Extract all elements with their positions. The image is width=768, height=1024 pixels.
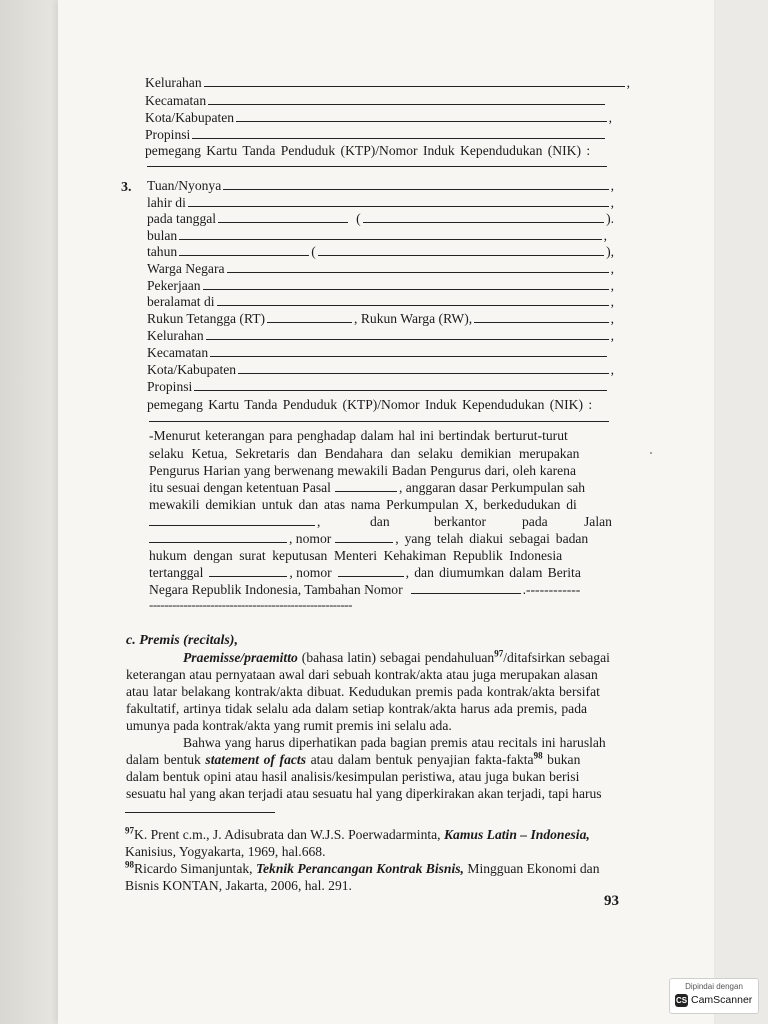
blank-line	[204, 75, 625, 87]
paragraph-line: fakultatif, artinya tidak selalu ada dalam setiap kontrak/akta harus ada premis, pada	[126, 701, 588, 716]
camscanner-watermark	[669, 978, 759, 1014]
scanner-brand: CamScanner	[691, 994, 753, 1006]
blank-line	[335, 480, 397, 492]
footnote-ref: 97	[494, 648, 504, 659]
blank-line	[227, 261, 609, 273]
scanner-caption: Dipindai dengan	[685, 982, 743, 991]
english-term: statement of facts	[205, 752, 306, 767]
blank-line	[238, 362, 609, 374]
blank-line	[149, 531, 287, 543]
footnote-98-cont: Bisnis KONTAN, Jakarta, 2006, hal. 291.	[125, 878, 352, 893]
field-label: beralamat di	[147, 294, 215, 309]
statement-line-tambahan: Negara Republik Indonesia, Tambahan Nomor .------------	[149, 582, 581, 597]
statement-line-kedudukan: , dan berkantor pada Jalan	[149, 514, 614, 530]
blank-line	[335, 531, 393, 543]
field-label: Propinsi	[147, 379, 193, 394]
blank-line	[217, 294, 609, 306]
scan-speck	[650, 452, 652, 454]
warga-field: Warga Negara ,	[147, 261, 614, 276]
bulan-field: bulan ,	[147, 228, 607, 243]
blank-line	[188, 195, 609, 207]
footnote-ref: 98	[533, 750, 543, 761]
paragraph-line: Praemisse/praemitto (bahasa latin) sebagai pendahuluan$^{97}$/ditafsirkan sebagai	[183, 648, 610, 665]
statement-line-tertanggal: tertanggal , nomor , dan diumumkan dalam Berita	[149, 565, 581, 580]
rt-rw-field: Rukun Tetangga (RT) , Rukun Warga (RW), ,	[147, 311, 614, 326]
lahir-field: lahir di ,	[147, 195, 614, 210]
field-label: Kota/Kabupaten	[145, 110, 235, 125]
statement-line: selaku Ketua, Sekretaris dan Bendahara dan selaku demikian merupakan	[149, 446, 580, 461]
blank-line	[179, 244, 309, 256]
statement-line: -Menurut keterangan para penghadap dalam hal ini bertindak berturut-turut	[149, 428, 568, 443]
field-label: pada tanggal	[147, 211, 217, 226]
blank-line	[223, 178, 608, 190]
blank-line	[194, 379, 607, 391]
field-label: , Rukun Warga (RW),	[354, 311, 473, 326]
pekerjaan-field: Pekerjaan ,	[147, 278, 614, 293]
footnote-rule	[125, 812, 275, 813]
blank-line	[474, 311, 608, 323]
paragraph-line: atau latar belakang kontrak/akta dibuat. Kedudukan premis pada kontrak/akta bersifat	[126, 684, 600, 699]
propinsi-field-top	[145, 127, 607, 143]
statement-line-pasal: itu sesuai dengan ketentuan Pasal , anggaran dasar Perkumpulan sah	[149, 480, 586, 495]
footnote-97-cont: Kanisius, Yogyakarta, 1969, hal.668.	[125, 844, 326, 859]
paragraph-line: dalam bentuk opini atau hasil analisis/kesimpulan peristiwa, atau juga bukan berisi	[126, 769, 580, 784]
blank-line	[267, 311, 352, 323]
blank-line	[318, 244, 604, 256]
paragraph-line: umunya pada kontrak/akta yang rumit premis ini selalu ada.	[126, 718, 452, 733]
paragraph-line: dalam bentuk statement of facts atau dalam bentuk penyajian fakta-fakta$^{98}$ bukan	[126, 750, 581, 767]
field-label: Kecamatan	[145, 93, 207, 108]
field-label: Kecamatan	[147, 345, 209, 360]
blank-line	[208, 93, 605, 105]
camscanner-logo-icon: CS	[675, 996, 688, 1005]
blank-line	[179, 228, 601, 240]
field-label: Kota/Kabupaten	[147, 362, 237, 377]
kecamatan-field	[147, 345, 609, 361]
dash-separator: -----------------------------------------------------	[149, 597, 352, 612]
paragraph-line: sesuatu hal yang akan terjadi atau sesuatu hal yang diperkirakan akan terjadi, tapi harus	[126, 786, 602, 801]
paragraph-line: Bahwa yang harus diperhatikan pada bagian premis atau recitals ini haruslah	[183, 735, 606, 750]
field-label: Propinsi	[145, 127, 191, 142]
paragraph-line: keterangan atau pernyataan awal dari sebuah kontrak/akta atau juga merupakan alasan	[126, 667, 598, 682]
page-number: 93	[604, 893, 619, 909]
pemegang-ktp: pemegang Kartu Tanda Penduduk (KTP)/Nomor Induk Kependudukan (NIK) :	[147, 397, 593, 412]
blank-line	[210, 345, 607, 357]
field-label: Pekerjaan	[147, 278, 201, 293]
kota-field-top: Kota/Kabupaten ,	[145, 110, 612, 125]
pemegang-ktp-top: pemegang Kartu Tanda Penduduk (KTP)/Nomor Induk Kependudukan (NIK) :	[145, 143, 591, 158]
blank-line	[192, 127, 605, 139]
kota-field: Kota/Kabupaten ,	[147, 362, 614, 377]
ktp-blank-line	[149, 410, 609, 422]
ktp-blank-line-top	[147, 155, 607, 167]
statement-line: mewakili demikian untuk dan atas nama Perkumpulan X, berkedudukan di	[149, 497, 577, 512]
kelurahan-field-top: Kelurahan ,	[145, 75, 630, 90]
field-label: Warga Negara	[147, 261, 225, 276]
blank-line	[411, 582, 521, 594]
tuan-field: Tuan/Nyonya ,	[147, 178, 614, 193]
field-label: Rukun Tetangga (RT)	[147, 311, 266, 326]
item-number: 3.	[121, 180, 132, 195]
field-label: Tuan/Nyonya	[147, 178, 222, 193]
footnote-97: $^{97}$K. Prent c.m., J. Adisubrata dan W.J.S. Poerwadarminta, Kamus Latin – Indonesia,	[125, 825, 590, 842]
blank-line	[206, 328, 609, 340]
statement-line: Pengurus Harian yang berwenang mewakili Badan Pengurus dari, oleh karena	[149, 463, 576, 478]
field-label: tahun	[147, 244, 178, 259]
statement-line: hukum dengan surat keputusan Menteri Kehakiman Republik Indonesia	[149, 548, 563, 563]
alamat-field: beralamat di ,	[147, 294, 614, 309]
tanggal-field: pada tanggal ( ).	[147, 211, 614, 226]
field-label: Kelurahan	[145, 75, 202, 90]
tahun-field: tahun ( ),	[147, 244, 614, 259]
field-label: lahir di	[147, 195, 186, 210]
blank-line	[209, 565, 287, 577]
propinsi-field	[147, 379, 609, 395]
latin-term: Praemisse/praemitto	[183, 650, 298, 665]
blank-line	[338, 565, 404, 577]
field-label: Kelurahan	[147, 328, 204, 343]
kecamatan-field-top	[145, 93, 607, 109]
blank-line	[363, 211, 604, 223]
statement-line-nomor: , nomor , yang telah diakui sebagai badan	[149, 531, 614, 547]
blank-line	[203, 278, 609, 290]
footnote-98: $^{98}$Ricardo Simanjuntak, Teknik Perancangan Kontrak Bisnis, Mingguan Ekonomi dan	[125, 859, 600, 876]
blank-line	[218, 211, 348, 223]
blank-line	[236, 110, 607, 122]
section-heading: c. Premis (recitals),	[126, 633, 238, 648]
kelurahan-field: Kelurahan ,	[147, 328, 614, 343]
field-label: bulan	[147, 228, 178, 243]
blank-line	[149, 514, 315, 526]
